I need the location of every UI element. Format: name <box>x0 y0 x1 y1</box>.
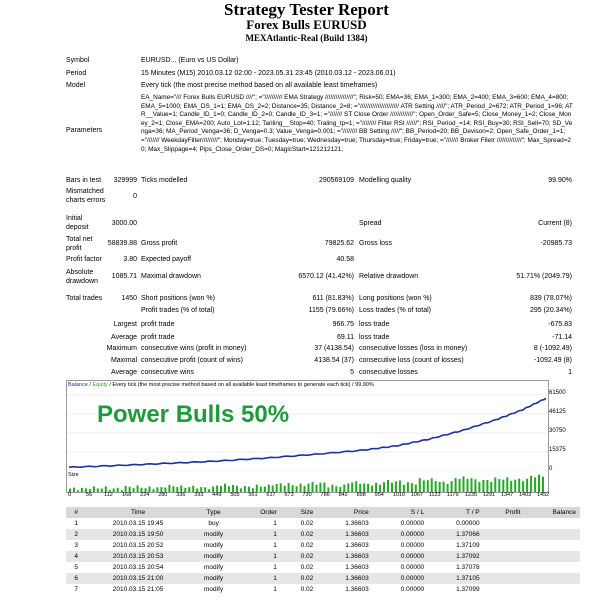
table-cell: 0.00000 <box>373 529 428 540</box>
table-cell: 1.37078 <box>428 562 483 573</box>
deposit-value: 3000.00 <box>111 220 137 227</box>
size-bar <box>93 486 95 492</box>
table-cell: modify <box>190 540 238 551</box>
size-bar <box>403 485 405 492</box>
size-bar <box>113 489 115 493</box>
table-cell <box>484 573 525 584</box>
absdd-label: Absolute drawdown <box>66 269 98 285</box>
x-tick-label: 1291 <box>482 492 496 498</box>
trades-header-cell: Type <box>190 507 238 518</box>
max-cw-label: consecutive wins (profit in money) <box>141 345 247 352</box>
max-cw-value: 37 (4138.54) <box>314 345 354 352</box>
size-bar <box>506 477 508 492</box>
size-bar <box>486 480 488 492</box>
table-cell <box>484 562 525 573</box>
size-bar <box>399 481 401 493</box>
table-cell: modify <box>190 551 238 562</box>
deposit-label: Initial deposit <box>66 215 89 231</box>
table-cell: 1.37105 <box>428 573 483 584</box>
x-tick-label: 336 <box>176 492 186 498</box>
size-bar <box>359 484 361 492</box>
x-tick-label: 1235 <box>464 492 478 498</box>
table-cell: 1 <box>238 573 281 584</box>
avg-profit-value: 69.11 <box>337 334 354 341</box>
netprofit-value: 58839.88 <box>107 240 137 247</box>
size-bar <box>280 483 282 492</box>
table-row <box>66 584 580 595</box>
size-bar <box>391 483 393 492</box>
table-cell <box>524 584 580 595</box>
table-cell <box>524 518 580 529</box>
params-value: EA_Name="/// Forex Bulls EURUSD ////"; ="////////// EMA Strategy ////////////////"; Risk=50; EMA=36; EMA_1=300; EMA_2=400; EMA_3=600; EMA_4=800; EMA_5=1000; EMA_DS_1=1; EMA_DS_2=2; Distance=35; Distance_2=8; ="////////////////////// ATR Setting /////"; ATR_Period_2=672; ATR_Period_1=96; ATR__Value=1; Candle_ID_1=0; Candle_ID_2=0; Candle_ID_3=1; ="/////// ST Close Order /////////////"; Open_Order_Safe=5; Close_Money_1=2; Close_Money_2=1; Close_EMA=200; Auto_Lot=1.12; Tariling__Stop=40; Traling_tp=1; ="//////// Filter RSI //////"; RSI_Period_=14; RSI_Buy=30; RSI_Sell=70; SD_Venga=36; MA_Period_Venga=36; D_Venga=0.3; Value_Venga=0.001; ="//////// BB Setting /////"; BB_Period=20; BB_Devison=2; Open_Safe_Order_1=1; ="/////// WeekdayFilter/////////"; Monday=true; Tuesday=true; Wednesday=true; Thursday=true; Friday=true; ="/////// Broker Filetr //////////////"; Max_Spread=20; Max_Slippage=4; Pips_Close_Order_DS=0; MagicStart=121212121; <box>141 94 573 153</box>
size-bar <box>439 482 441 492</box>
mxl-cl-label: consecutive loss (count of losses) <box>359 357 464 364</box>
netprofit-label: Total net profit <box>66 236 93 252</box>
x-tick-label: 1179 <box>446 492 459 498</box>
table-row <box>66 540 580 551</box>
params-label: Parameters <box>66 127 103 134</box>
ep-label: Expected payoff <box>141 256 192 263</box>
size-bar <box>260 487 262 492</box>
size-bar <box>208 489 210 492</box>
y-tick-label: 30750 <box>549 428 566 434</box>
x-tick-label: 842 <box>338 492 348 498</box>
size-bar <box>232 485 234 492</box>
maxdd-value: 6570.12 (41.42%) <box>298 273 354 280</box>
absdd-value: 1085.71 <box>111 273 137 280</box>
size-bar <box>510 481 512 492</box>
bars-value: 329999 <box>113 177 137 184</box>
y-tick-label: 15375 <box>549 447 566 453</box>
trades-header-cell: S / L <box>373 507 428 518</box>
x-tick-label: 898 <box>356 492 366 498</box>
legend-equity: Equity <box>92 382 108 388</box>
quality-value: 99.90% <box>548 177 572 184</box>
x-tick-label: 505 <box>230 492 240 498</box>
period-value: 15 Minutes (M15) 2010.03.12 02:00 - 2023.05.31 23:45 (2010.03.12 - 2023.06.01) <box>141 70 396 77</box>
size-bar <box>379 485 381 492</box>
table-cell: 5 <box>66 562 86 573</box>
avg-profit-label: profit trade <box>141 334 175 341</box>
largest-loss-label: loss trade <box>359 321 390 328</box>
y-tick-label: 0 <box>549 466 553 472</box>
size-bar <box>375 483 377 492</box>
size-bar <box>73 488 75 492</box>
trades-header-cell: Size <box>281 507 317 518</box>
trades-header-cell: Time <box>86 507 189 518</box>
size-bar <box>323 483 325 492</box>
x-tick-label: 449 <box>212 492 222 498</box>
x-tick-label: 730 <box>302 492 312 498</box>
size-bar <box>168 485 170 492</box>
table-cell: 1.37092 <box>428 551 483 562</box>
size-bar <box>427 480 429 492</box>
size-bar <box>463 476 465 492</box>
size-bar <box>522 481 524 492</box>
x-tick-label: 1123 <box>428 492 441 498</box>
size-bar <box>367 484 369 492</box>
ticks-value: 290569109 <box>318 177 354 184</box>
size-bar <box>133 488 135 492</box>
table-row <box>66 529 580 540</box>
x-tick-label: 954 <box>374 492 384 498</box>
table-row <box>66 562 580 573</box>
symbol-value: EURUSD... (Euro vs US Dollar) <box>141 57 239 64</box>
reldd-value: 51.71% (2049.79) <box>516 273 572 280</box>
grossloss-label: Gross loss <box>359 240 393 247</box>
table-cell: buy <box>190 518 238 529</box>
size-bar <box>407 482 409 492</box>
size-bar <box>153 489 155 492</box>
table-cell: 0.02 <box>281 584 317 595</box>
y-tick-label: 61500 <box>549 390 566 396</box>
table-cell: 2 <box>66 529 86 540</box>
size-bar <box>240 488 242 492</box>
size-bar <box>347 484 349 493</box>
bars-label: Bars in test <box>66 177 102 184</box>
size-bar <box>514 480 516 492</box>
size-bar <box>447 484 449 492</box>
trades-table <box>66 507 580 595</box>
largest-profit-value: 966.75 <box>332 321 354 328</box>
table-cell <box>484 551 525 562</box>
ltrades-label: Loss trades (% of total) <box>359 307 431 314</box>
table-cell: 0.02 <box>281 540 317 551</box>
size-bar <box>308 484 310 492</box>
table-cell: modify <box>190 529 238 540</box>
table-cell: modify <box>190 584 238 595</box>
trades-value: 1450 <box>121 295 137 302</box>
trades-header-cell: Balance <box>524 507 580 518</box>
table-row <box>66 518 580 529</box>
table-cell: 2010.03.15 21:00 <box>86 573 189 584</box>
report-server: MEXAtlantic-Real (Build 1384) <box>245 33 368 43</box>
table-cell <box>524 562 580 573</box>
avg-cw-label: consecutive wins <box>141 369 194 376</box>
table-cell: 1.37109 <box>428 540 483 551</box>
x-tick-label: 56 <box>86 492 93 498</box>
long-label: Long positions (won %) <box>359 295 432 302</box>
y-tick-label: 46125 <box>549 409 566 415</box>
size-bar <box>81 488 83 492</box>
avg-cw-value: 5 <box>350 369 354 376</box>
legend-text: / Every tick (the most precise method based on all available least timeframes to generate each tick) / 99.90% <box>109 382 374 388</box>
average-label: Average <box>111 334 137 341</box>
x-tick-label: 786 <box>320 492 330 498</box>
x-tick-label: 393 <box>194 492 204 498</box>
size-bar <box>423 480 425 492</box>
table-cell: 1 <box>238 540 281 551</box>
table-cell: 0.02 <box>281 562 317 573</box>
avg-cl-value: 1 <box>568 369 572 376</box>
table-row <box>66 551 580 562</box>
ptrades-label: Profit trades (% of total) <box>141 307 215 314</box>
spread-value: Current (8) <box>538 220 572 227</box>
size-bar <box>316 485 318 492</box>
quality-label: Modelling quality <box>359 177 412 184</box>
x-tick-label: 673 <box>284 492 294 498</box>
table-cell: 0.02 <box>281 551 317 562</box>
table-cell: 0.00000 <box>373 584 428 595</box>
size-bar <box>431 478 433 492</box>
size-bar <box>490 482 492 492</box>
x-tick-label: 1452 <box>537 492 550 498</box>
size-bar <box>335 486 337 492</box>
table-cell: 1 <box>66 518 86 529</box>
size-bar <box>459 479 461 492</box>
maximum-label: Maximum <box>106 345 137 352</box>
table-cell: 2010.03.15 20:54 <box>86 562 189 573</box>
size-bar <box>530 476 532 492</box>
table-cell <box>524 540 580 551</box>
x-tick-label: 1347 <box>500 492 514 498</box>
table-cell: 1 <box>238 562 281 573</box>
avg-loss-value: -71.14 <box>552 334 572 341</box>
table-cell: 2010.03.15 21:05 <box>86 584 189 595</box>
table-cell: 1.36603 <box>317 573 372 584</box>
size-bar <box>534 477 536 492</box>
table-cell: 7 <box>66 584 86 595</box>
trades-header-cell: Order <box>238 507 281 518</box>
x-tick-label: 280 <box>158 492 168 498</box>
x-tick-label: 1403 <box>518 492 532 498</box>
size-bar <box>343 485 345 493</box>
size-bar <box>77 490 79 492</box>
ltrades-value: 295 (20.34%) <box>529 307 572 314</box>
size-bar <box>244 486 246 492</box>
mismatch-label: Mismatched charts errors <box>66 188 106 204</box>
x-tick-label: 224 <box>140 492 150 498</box>
trades-header-cell: Profit <box>484 507 525 518</box>
maxdd-label: Maximal drawdown <box>141 273 201 280</box>
table-cell: 1 <box>238 529 281 540</box>
table-cell: 0.00000 <box>373 540 428 551</box>
avg-loss-label: loss trade <box>359 334 390 341</box>
size-bar <box>435 481 437 492</box>
table-cell: 1.36603 <box>317 584 372 595</box>
average2-label: Average <box>111 369 137 376</box>
table-cell <box>524 573 580 584</box>
table-cell: 1.36603 <box>317 518 372 529</box>
table-cell: 0.00000 <box>428 518 483 529</box>
size-bar <box>482 480 484 492</box>
model-label: Model <box>66 82 86 89</box>
size-bar <box>395 481 397 492</box>
legend-balance: Balance <box>68 382 88 388</box>
x-tick-label: 168 <box>122 492 132 498</box>
table-row <box>66 573 580 584</box>
size-bar <box>319 483 321 492</box>
table-cell: 2010.03.15 20:53 <box>86 551 189 562</box>
size-plot <box>67 471 548 492</box>
table-cell: 1.36603 <box>317 529 372 540</box>
ptrades-value: 1155 (79.66%) <box>308 307 354 314</box>
size-bar <box>355 481 357 492</box>
table-cell: 0.00000 <box>373 518 428 529</box>
size-bar <box>451 481 453 492</box>
size-bar <box>498 479 500 492</box>
period-label: Period <box>66 70 87 77</box>
size-bar <box>371 486 373 492</box>
table-cell: 0.02 <box>281 518 317 529</box>
table-cell: 0.02 <box>281 529 317 540</box>
table-cell: 1 <box>238 551 281 562</box>
table-cell: 6 <box>66 573 86 584</box>
size-bar <box>467 479 469 492</box>
table-cell: 1 <box>238 584 281 595</box>
size-bar <box>351 483 353 493</box>
size-bar <box>502 480 504 492</box>
size-label: Size <box>68 472 79 478</box>
maximal-label: Maximal <box>110 357 137 364</box>
trades-header-cell: T / P <box>428 507 483 518</box>
grossloss-value: -20985.73 <box>540 240 572 247</box>
size-bar <box>137 485 139 492</box>
table-cell <box>484 540 525 551</box>
balance-chart <box>66 380 549 473</box>
table-cell <box>484 584 525 595</box>
mxl-cl-value: -1092.49 (8) <box>533 357 572 364</box>
mismatch-value: 0 <box>133 193 137 200</box>
size-bar <box>471 478 473 492</box>
max-cl-label: consecutive losses (loss in money) <box>359 345 468 352</box>
ticks-label: Ticks modelled <box>141 177 188 184</box>
avg-cl-label: consecutive losses <box>359 369 418 376</box>
chart-legend: Balance / Equity / Every tick (the most precise method based on all available least timeframes to generate each tick) / 99.90% <box>68 382 374 388</box>
symbol-label: Symbol <box>66 57 90 64</box>
power-bulls-overlay: Power Bulls 50% <box>97 401 290 428</box>
grossprofit-label: Gross profit <box>141 240 178 247</box>
trades-body <box>66 518 580 595</box>
ep-value: 40.58 <box>336 256 354 263</box>
table-cell: 2010.03.15 19:45 <box>86 518 189 529</box>
table-cell <box>484 529 525 540</box>
table-cell <box>524 529 580 540</box>
size-bar <box>419 478 421 492</box>
size-bar <box>455 478 457 492</box>
trades-header-row <box>66 507 580 518</box>
table-cell: modify <box>190 562 238 573</box>
table-cell: 0.00000 <box>373 551 428 562</box>
size-bar <box>276 484 278 492</box>
table-cell: 3 <box>66 540 86 551</box>
size-bar <box>526 479 528 492</box>
x-tick-label: 617 <box>266 492 276 498</box>
short-value: 611 (81.83%) <box>312 295 354 302</box>
size-bar <box>268 485 270 492</box>
size-bar <box>494 478 496 493</box>
table-cell: 1.36603 <box>317 540 372 551</box>
trades-label: Total trades <box>66 295 103 302</box>
size-bar <box>296 486 298 492</box>
size-bar <box>256 485 258 492</box>
table-cell: 2010.03.15 19:50 <box>86 529 189 540</box>
size-bar <box>180 485 182 492</box>
size-bar <box>478 482 480 492</box>
pf-value: 3.80 <box>123 256 137 263</box>
mxl-cp-value: 4138.54 (37) <box>314 357 354 364</box>
table-cell: modify <box>190 573 238 584</box>
report-title: Strategy Tester Report <box>224 0 389 19</box>
spread-label: Spread <box>359 220 382 227</box>
report-subtitle: Forex Bulls EURUSD <box>246 17 367 32</box>
long-value: 839 (78.07%) <box>529 295 572 302</box>
short-label: Short positions (won %) <box>141 295 215 302</box>
size-bar <box>172 486 174 492</box>
trades-header-cell: Price <box>317 507 372 518</box>
x-tick-label: 561 <box>248 492 258 498</box>
size-bar <box>101 489 103 493</box>
size-bar <box>312 482 314 492</box>
model-value: Every tick (the most precise method based on all available least timeframes) <box>141 82 378 89</box>
table-cell <box>524 551 580 562</box>
size-bar <box>383 482 385 492</box>
table-cell <box>484 518 525 529</box>
table-cell: 1.37066 <box>428 529 483 540</box>
reldd-label: Relative drawdown <box>359 273 419 280</box>
size-bar <box>97 488 99 492</box>
size-chart <box>66 471 549 493</box>
table-cell: 1.37099 <box>428 584 483 595</box>
table-cell: 2010.03.15 20:52 <box>86 540 189 551</box>
largest-loss-value: -675.83 <box>548 321 572 328</box>
grossprofit-value: 79825.62 <box>324 240 354 247</box>
size-bar <box>411 483 413 492</box>
size-bar <box>387 480 389 492</box>
x-tick-label: 0 <box>68 492 72 498</box>
size-bar <box>117 488 119 492</box>
table-cell: 1 <box>238 518 281 529</box>
table-cell: 1.36603 <box>317 562 372 573</box>
table-cell: 1.36603 <box>317 551 372 562</box>
size-bar <box>542 477 544 492</box>
largest-label: Largest <box>113 321 137 328</box>
size-bar <box>538 475 540 492</box>
table-cell: 0.02 <box>281 573 317 584</box>
table-cell: 0.00000 <box>373 573 428 584</box>
x-tick-label: 1067 <box>410 492 423 498</box>
largest-profit-label: profit trade <box>141 321 175 328</box>
size-bar <box>474 479 476 492</box>
size-bar <box>188 487 190 492</box>
size-bar <box>288 483 290 492</box>
size-bar <box>518 479 520 492</box>
size-bar <box>204 487 206 492</box>
x-tick-label: 112 <box>104 492 113 498</box>
max-cl-value: 8 (-1092.49) <box>533 345 572 352</box>
table-cell: 4 <box>66 551 86 562</box>
size-bar <box>363 483 365 492</box>
size-bar <box>443 482 445 492</box>
size-bar <box>292 485 294 492</box>
size-bar <box>300 484 302 492</box>
pf-label: Profit factor <box>66 256 102 263</box>
size-bar <box>224 484 226 492</box>
size-bar <box>331 485 333 492</box>
table-cell: 0.00000 <box>373 562 428 573</box>
trades-header-cell: # <box>66 507 86 518</box>
mxl-cp-label: consecutive profit (count of wins) <box>141 357 243 364</box>
size-bar <box>415 485 417 493</box>
x-tick-label: 1010 <box>392 492 405 498</box>
